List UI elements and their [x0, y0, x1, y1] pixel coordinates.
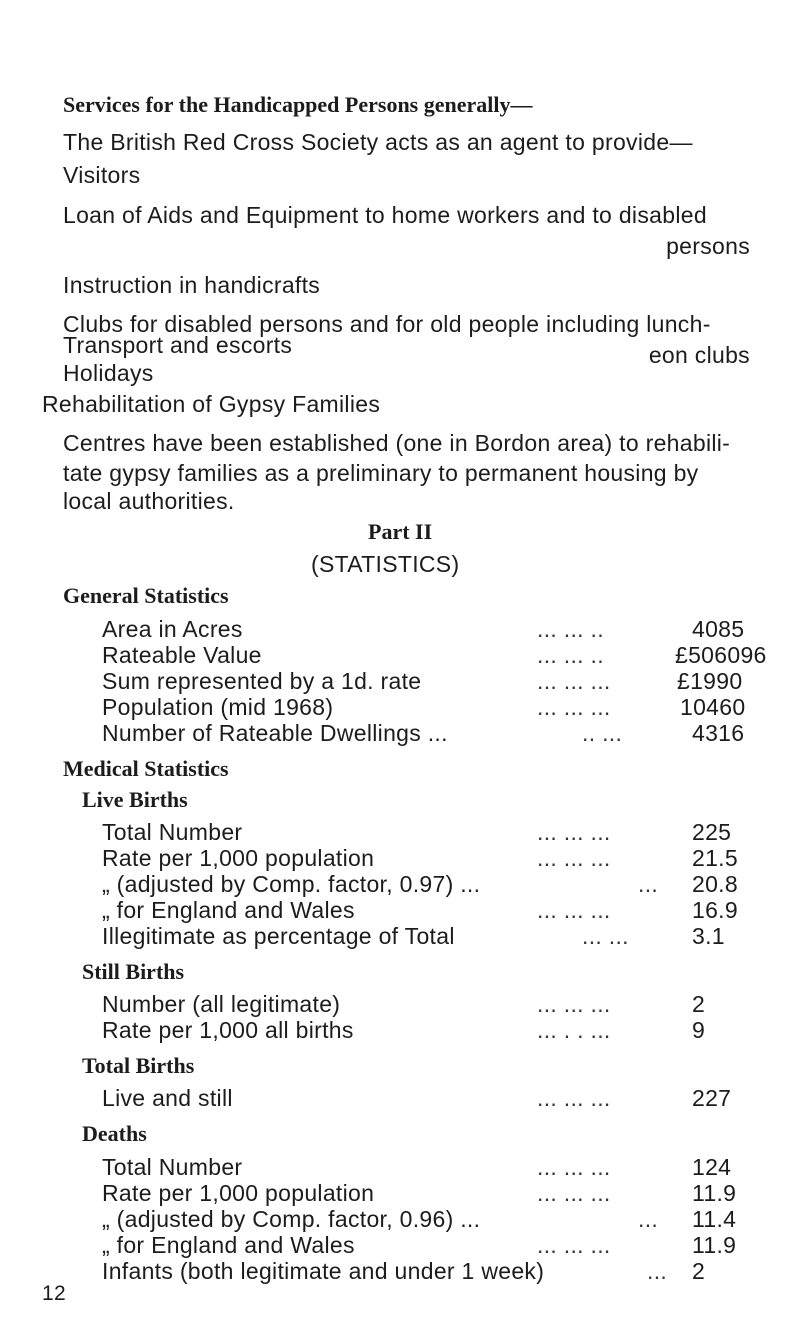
row-value: 9	[692, 1017, 706, 1043]
row-value: 2	[692, 991, 706, 1017]
services-intro: The British Red Cross Society acts as an agent to provide—	[63, 129, 693, 155]
medical-statistics-heading: Medical Statistics	[63, 756, 229, 781]
deaths-heading: Deaths	[82, 1121, 147, 1146]
live-births-row	[102, 923, 742, 949]
row-label: Rate per 1,000 population	[102, 845, 375, 871]
gypsy-line1: Centres have been established (one in Bordon area) to rehabili-	[63, 430, 731, 456]
leader-dots: ... . . ...	[537, 1017, 611, 1043]
part-subtitle: (STATISTICS)	[311, 551, 460, 577]
service-holidays: Holidays	[63, 360, 154, 386]
service-transport: Transport and escorts	[63, 332, 293, 358]
still-births-heading: Still Births	[82, 959, 185, 984]
service-instruction: Instruction in handicrafts	[63, 272, 321, 298]
leader-dots: ... ... ..	[537, 616, 604, 642]
deaths-row	[102, 1258, 742, 1284]
general-row	[102, 720, 745, 746]
row-label: Number (all legitimate)	[102, 991, 341, 1017]
gypsy-line2: tate gypsy families as a preliminary to permanent housing by	[63, 460, 699, 486]
still-births-row	[102, 991, 742, 1017]
general-row	[102, 668, 742, 694]
leader-dots: ... ... ...	[537, 897, 611, 923]
row-label: Infants (both legitimate and under 1 week)	[102, 1258, 545, 1284]
row-value: 227	[692, 1085, 732, 1111]
general-row-value: 4085	[692, 616, 745, 642]
leader-dots: ... ... ...	[537, 1085, 611, 1111]
general-row-label: Number of Rateable Dwellings ...	[102, 720, 448, 746]
live-births-row	[102, 871, 742, 897]
row-value: 2	[692, 1258, 706, 1284]
row-value: 225	[692, 819, 732, 845]
general-row	[102, 642, 767, 668]
general-row-value: 10460	[680, 694, 746, 720]
row-label: Total Number	[102, 819, 243, 845]
service-clubs-line1: Clubs for disabled persons and for old people including lunch-	[63, 311, 711, 337]
leader-dots: ...	[638, 1206, 659, 1232]
row-label: „ (adjusted by Comp. factor, 0.96) ...	[102, 1206, 481, 1232]
row-value: 11.4	[692, 1206, 737, 1232]
leader-dots: ...	[638, 871, 659, 897]
row-label: Total Number	[102, 1154, 243, 1180]
leader-dots: ... ... ...	[537, 1154, 611, 1180]
total-births-heading: Total Births	[82, 1053, 195, 1078]
general-row-label: Rateable Value	[102, 642, 262, 668]
live-births-row	[102, 897, 742, 923]
row-value: 3.1	[692, 923, 725, 949]
row-value: 21.5	[692, 845, 738, 871]
part-title: Part II	[368, 519, 433, 544]
row-label: Rate per 1,000 population	[102, 1180, 375, 1206]
row-label: Live and still	[102, 1085, 233, 1111]
still-births-row	[102, 1017, 742, 1043]
general-row-label: Area in Acres	[102, 616, 243, 642]
row-label: „ for England and Wales	[102, 897, 355, 923]
deaths-row	[102, 1232, 742, 1258]
deaths-row	[102, 1180, 742, 1206]
leader-dots: ... ...	[582, 923, 629, 949]
row-value: 11.9	[692, 1232, 737, 1258]
gypsy-heading: Rehabilitation of Gypsy Families	[42, 391, 381, 417]
service-loan-line2: persons	[666, 233, 750, 259]
row-label: Illegitimate as percentage of Total	[102, 923, 455, 949]
general-row-label: Population (mid 1968)	[102, 694, 334, 720]
service-clubs-line2: eon clubs	[648, 342, 750, 368]
leader-dots: ... ... ...	[537, 819, 611, 845]
row-value: 16.9	[692, 897, 738, 923]
live-births-heading: Live Births	[82, 787, 188, 812]
row-label: „ (adjusted by Comp. factor, 0.97) ...	[102, 871, 481, 897]
service-loan-line1: Loan of Aids and Equipment to home workers and to disabled	[63, 202, 707, 228]
live-births-row	[102, 845, 742, 871]
leader-dots: ...	[647, 1258, 668, 1284]
general-row	[102, 616, 745, 642]
leader-dots: ... ... ...	[537, 668, 611, 694]
general-row-value: £506096	[675, 642, 767, 668]
row-label: „ for England and Wales	[102, 1232, 355, 1258]
service-visitors: Visitors	[63, 162, 141, 188]
leader-dots: .. ...	[582, 720, 623, 746]
row-value: 11.9	[692, 1180, 737, 1206]
general-row-label: Sum represented by a 1d. rate	[102, 668, 422, 694]
services-heading: Services for the Handicapped Persons generally—	[63, 92, 533, 117]
row-label: Rate per 1,000 all births	[102, 1017, 354, 1043]
general-statistics-heading: General Statistics	[63, 583, 229, 608]
page-number: 12	[42, 1282, 66, 1305]
live-births-row	[102, 819, 742, 845]
total-births-row	[102, 1085, 742, 1111]
deaths-row	[102, 1154, 742, 1180]
leader-dots: ... ... ...	[537, 694, 611, 720]
general-row-value: £1990	[677, 668, 743, 694]
leader-dots: ... ... ...	[537, 1232, 611, 1258]
leader-dots: ... ... ..	[537, 642, 604, 668]
row-value: 20.8	[692, 871, 738, 897]
leader-dots: ... ... ...	[537, 1180, 611, 1206]
leader-dots: ... ... ...	[537, 845, 611, 871]
deaths-row	[102, 1206, 742, 1232]
general-row-value: 4316	[692, 720, 745, 746]
gypsy-line3: local authorities.	[63, 488, 235, 514]
leader-dots: ... ... ...	[537, 991, 611, 1017]
general-row	[102, 694, 746, 720]
row-value: 124	[692, 1154, 732, 1180]
